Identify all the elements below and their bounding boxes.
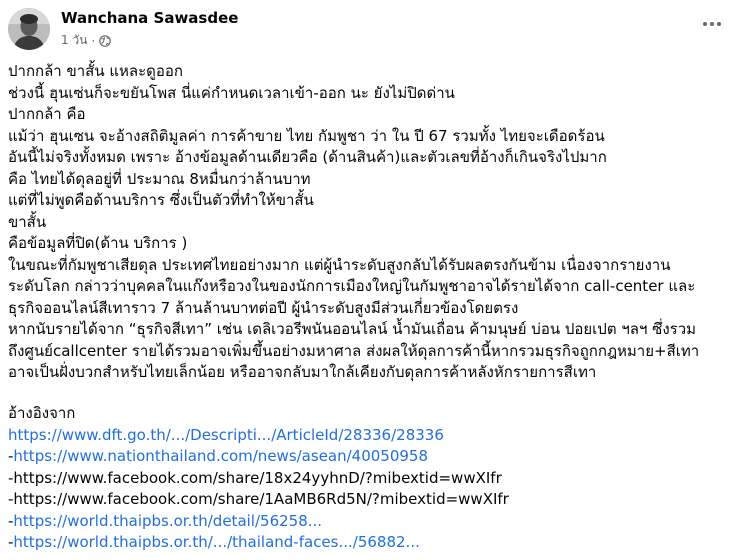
reference-link[interactable]: https://www.nationthailand.com/news/asean/40050958 xyxy=(13,447,429,465)
body-line: ถึงศูนย์callcenter รายได้รวมอาจเพิ่มขึ้นอย่างมหาศาล ส่งผลให้ดุลการค้านี้หากรวมธุรกิจถูกกฎหมาย+สีเทา xyxy=(8,341,700,360)
body-line: แม้ว่า ฮุนเซน จะอ้างสถิติมูลค่า การค้าขาย ไทย กัมพูชา ว่า ใน ปี 67 รวมทั้ง ไทยจะเดือดร้อน xyxy=(8,126,605,145)
avatar-photo xyxy=(8,8,50,50)
body-line: ปากกล้า ขาสั้น แหละดูออก xyxy=(8,62,183,80)
body-line: ระดับโลก กล่าวว่าบุคคลในแก๊งหรือวงในของนักการเมืองใหญ่ในกัมพูชาอาจได้รายได้จาก call-center และ xyxy=(8,277,696,295)
reference-item: -https://www.facebook.com/share/18x24yyhnD/?mibextid=wwXIfr xyxy=(8,468,502,487)
body-line: ปากกล้า คือ xyxy=(8,105,86,123)
author-name[interactable]: Wanchana Sawasdee xyxy=(61,9,239,27)
post-header xyxy=(8,8,730,54)
globe-icon[interactable] xyxy=(99,35,111,47)
reference-item: -https://world.thaipbs.or.th/detail/56258... xyxy=(8,511,323,530)
more-options-icon[interactable] xyxy=(698,12,726,36)
post-body xyxy=(8,61,730,384)
body-line: อาจเป็นฝั่งบวกสำหรับไทยเล็กน้อย หรืออาจกลับมาใกล้เคียงกับดุลการค้าหลังหักรายการสีเทา xyxy=(8,363,597,381)
references xyxy=(8,403,730,554)
reference-item: -https://www.facebook.com/share/1AaMB6Rd5N/?mibextid=wwXIfr xyxy=(8,490,509,508)
reference-link[interactable]: https://www.dft.go.th/.../Descripti.../ArticleId/28336/28336 xyxy=(8,425,444,444)
reference-item: -https://www.nationthailand.com/news/asean/40050958 xyxy=(8,447,429,465)
reference-link[interactable]: https://world.thaipbs.or.th/detail/56258... xyxy=(13,511,323,530)
body-line: ธุรกิจออนไลน์สีเทาราว 7 ล้านล้านบาทต่อปี ผู้นำระดับสูงมีส่วนเกี่ยวข้องโดยตรง xyxy=(8,298,519,317)
reference-link[interactable]: https://www.facebook.com/share/18x24yyhnD/?mibextid=wwXIfr xyxy=(13,468,502,487)
body-line: คือข้อมูลที่ปิด(ด้าน บริการ ) xyxy=(8,234,188,252)
body-line: คือ ไทยได้ดุลอยู่ที่ ประมาณ 8หมื่นกว่าล้านบาท xyxy=(8,169,311,188)
reference-item: -https://world.thaipbs.or.th/.../thailand-faces.../56882... xyxy=(8,533,420,551)
body-line: ช่วงนี้ ฮุนเซ่นก็จะขยันโพส นี่แค่กำหนดเวลาเข้า-ออก นะ ยังไม่ปิดด่าน xyxy=(8,83,455,102)
post-meta xyxy=(61,31,111,50)
reference-item xyxy=(8,425,730,447)
body-line: ขาสั้น xyxy=(8,212,47,231)
body-line: อันนี้ไม่จริงทั้งหมด เพราะ อ้างข้อมูลด้านเดียวคือ (ด้านสินค้า)และตัวเลขที่อ้างก็เกินจริงไปมาก xyxy=(8,148,607,166)
references-heading: อ้างอิงจาก xyxy=(8,404,76,422)
avatar[interactable] xyxy=(8,8,50,50)
reference-link[interactable]: https://world.thaipbs.or.th/.../thailand-faces.../56882... xyxy=(13,533,420,551)
body-line: หากนับรายได้จาก “ธุรกิจสีเทา” เช่น เดลิเวอรีพนันออนไลน์ น้ำมันเถื่อน ค้ามนุษย์ บ่อน ปอยเปต ฯลฯ ซึ่งรวม xyxy=(8,320,697,338)
post-time[interactable]: 1 วัน xyxy=(61,33,88,47)
meta-separator: · xyxy=(91,33,96,48)
body-line: แต่ที่ไม่พูดคือด้านบริการ ซึ่งเป็นตัวที่ทำให้ขาสั้น xyxy=(8,191,314,209)
body-line: ในขณะที่กัมพูชาเสียดุล ประเทศไทยอย่างมาก แต่ผู้นำระดับสูงกลับได้รับผลตรงกันข้าม เนื่องจากรายงาน xyxy=(8,255,671,274)
reference-link[interactable]: https://www.facebook.com/share/1AaMB6Rd5N/?mibextid=wwXIfr xyxy=(13,490,509,508)
